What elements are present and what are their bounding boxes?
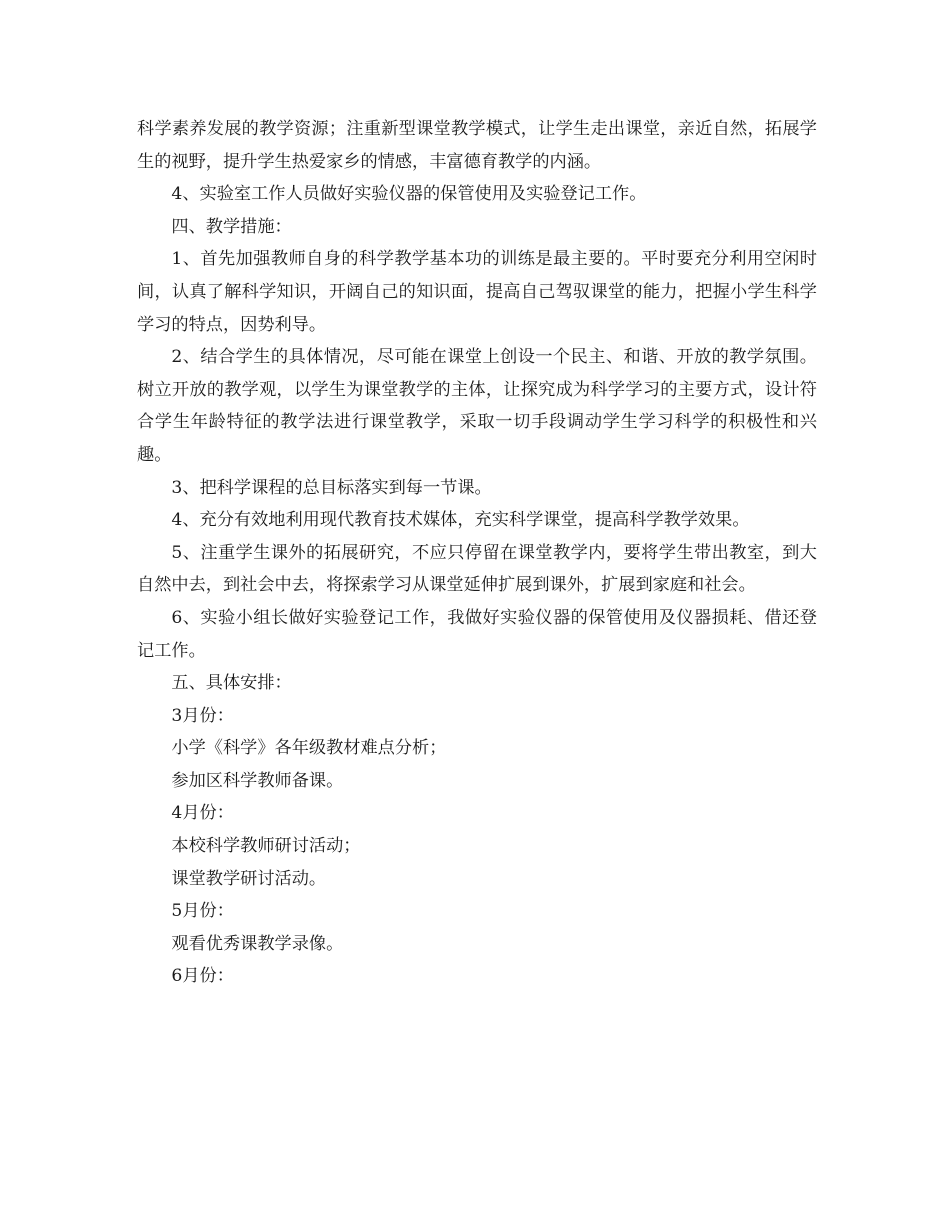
schedule-month-march: 3月份：: [171, 705, 234, 726]
document-body: [137, 113, 817, 993]
paragraph-measure-2: 2、结合学生的具体情况，尽可能在课堂上创设一个民主、和谐、开放的教学氛围。树立开放的教学观，以学生为课堂教学的主体，让探究成为科学学习的主要方式，设计符合学生年龄特征的教学法进行课堂教学，采取一切手段调动学生学习科学的积极性和兴趣。: [137, 347, 817, 465]
section-heading-teaching-measures: 四、教学措施：: [171, 216, 292, 237]
paragraph-lab-staff: 4、实验室工作人员做好实验仪器的保管使用及实验登记工作。: [171, 184, 647, 205]
schedule-item: 观看优秀课教学录像。: [171, 933, 344, 954]
schedule-item: 参加区科学教师备课。: [171, 770, 344, 791]
section-heading-schedule: 五、具体安排：: [171, 673, 292, 694]
schedule-month-april: 4月份：: [171, 803, 234, 824]
paragraph-measure-5: 5、注重学生课外的拓展研究，不应只停留在课堂教学内，要将学生带出教室，到大自然中去，到社会中去，将探索学习从课堂延伸扩展到课外，扩展到家庭和社会。: [137, 542, 817, 596]
schedule-item: 课堂教学研讨活动。: [171, 868, 327, 889]
paragraph-measure-6: 6、实验小组长做好实验登记工作，我做好实验仪器的保管使用及仪器损耗、借还登记工作。: [137, 607, 817, 661]
schedule-item: 小学《科学》各年级教材难点分析；: [171, 738, 447, 759]
schedule-month-may: 5月份：: [171, 901, 234, 922]
paragraph-measure-3: 3、把科学课程的总目标落实到每一节课。: [171, 477, 492, 498]
schedule-month-june: 6月份：: [171, 966, 234, 987]
paragraph-measure-4: 4、充分有效地利用现代教育技术媒体，充实科学课堂，提高科学教学效果。: [171, 510, 750, 531]
schedule-item: 本校科学教师研讨活动；: [171, 836, 361, 857]
paragraph-measure-1: 1、首先加强教师自身的科学教学基本功的训练是最主要的。平时要充分利用空闲时间，认真了解科学知识，开阔自己的知识面，提高自己驾驭课堂的能力，把握小学生科学学习的特点，因势利导。: [137, 249, 817, 335]
paragraph-continuation: 科学素养发展的教学资源；注重新型课堂教学模式，让学生走出课堂，亲近自然，拓展学生的视野，提升学生热爱家乡的情感，丰富德育教学的内涵。: [137, 119, 817, 172]
